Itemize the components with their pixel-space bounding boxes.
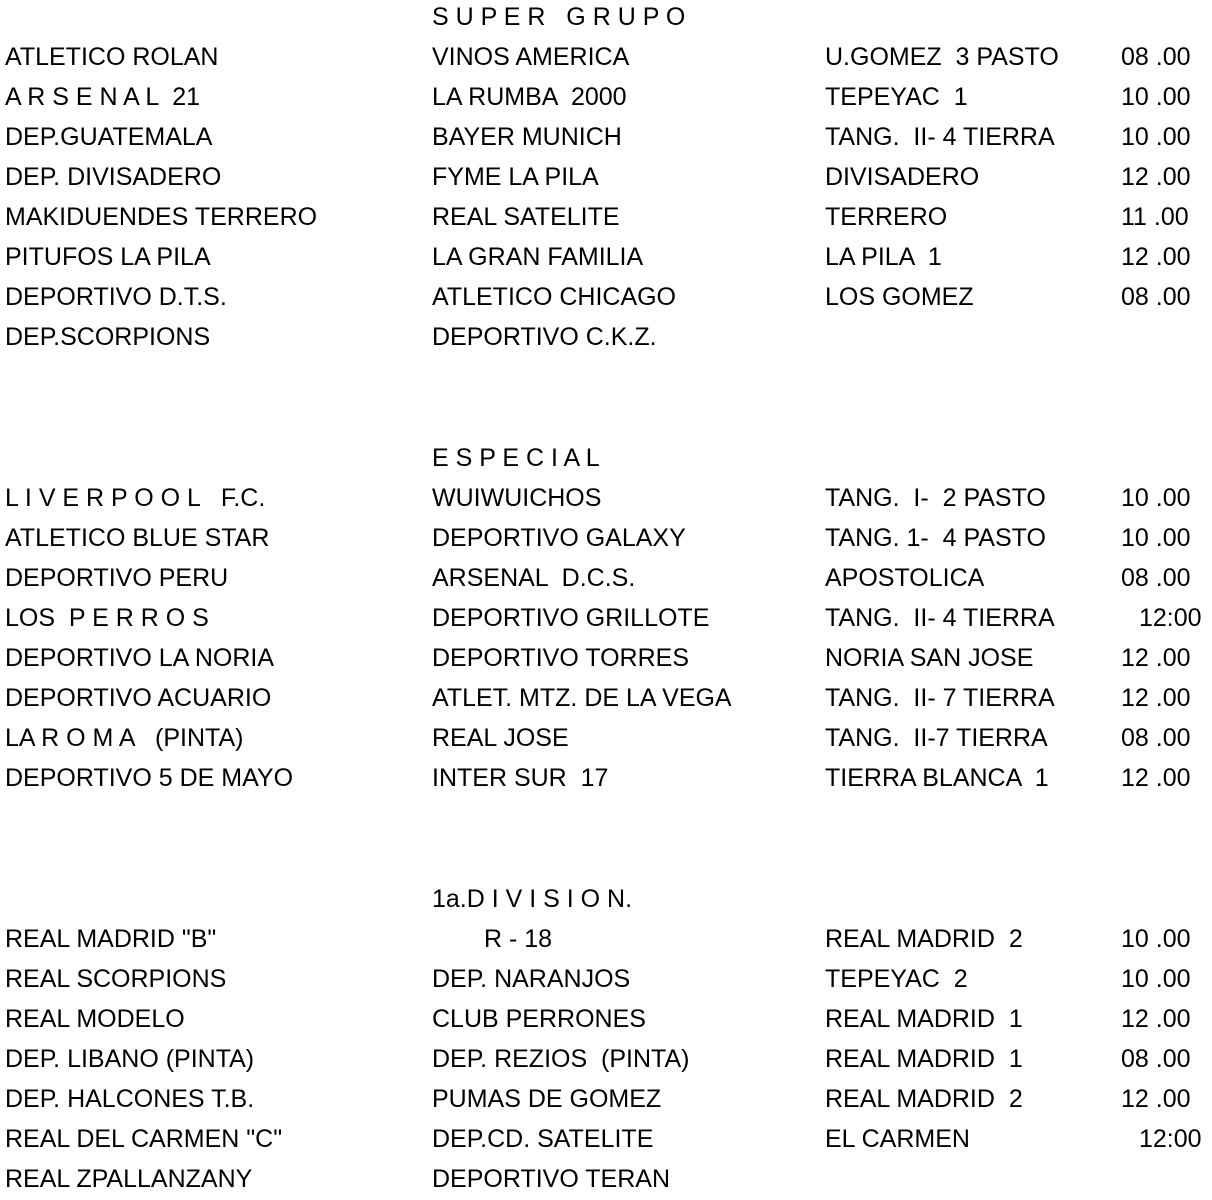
- venue: LOS GOMEZ: [825, 283, 974, 311]
- home-team: A R S E N A L 21: [5, 83, 201, 111]
- match-row: [0, 242, 1212, 272]
- match-row: [0, 42, 1212, 72]
- match-time: 10 .00: [1121, 524, 1191, 552]
- home-team: ATLETICO BLUE STAR: [5, 524, 270, 552]
- match-time: 12 .00: [1121, 684, 1191, 712]
- venue: APOSTOLICA: [825, 564, 985, 592]
- match-row: [0, 483, 1212, 513]
- venue: REAL MADRID 2: [825, 925, 1023, 953]
- home-team: DEP. DIVISADERO: [5, 163, 222, 191]
- match-row: [0, 1044, 1212, 1074]
- away-team: DEPORTIVO TERAN: [432, 1165, 671, 1193]
- away-team: DEP. NARANJOS: [432, 965, 631, 993]
- match-row: [0, 162, 1212, 192]
- match-row: [0, 643, 1212, 673]
- home-team: DEPORTIVO LA NORIA: [5, 644, 275, 672]
- away-team: DEPORTIVO GALAXY: [432, 524, 686, 552]
- away-team: CLUB PERRONES: [432, 1005, 646, 1033]
- home-team: REAL MADRID "B": [5, 925, 217, 953]
- away-team: INTER SUR 17: [432, 764, 609, 792]
- venue: TANG. II- 4 TIERRA: [825, 123, 1055, 151]
- away-team: DEPORTIVO GRILLOTE: [432, 604, 710, 632]
- section-title-especial: E S P E C I A L: [432, 444, 600, 472]
- venue: DIVISADERO: [825, 163, 980, 191]
- away-team: FYME LA PILA: [432, 163, 599, 191]
- section-title-primera-division: 1a.D I V I S I O N.: [432, 885, 633, 913]
- match-row: [0, 1164, 1212, 1194]
- match-time: 12:00: [1139, 1125, 1202, 1153]
- match-row: [0, 603, 1212, 633]
- home-team: DEP. LIBANO (PINTA): [5, 1045, 255, 1073]
- match-time: 12 .00: [1121, 1005, 1191, 1033]
- match-row: [0, 202, 1212, 232]
- away-team: REAL JOSE: [432, 724, 569, 752]
- home-team: DEPORTIVO PERU: [5, 564, 229, 592]
- away-team: ARSENAL D.C.S.: [432, 564, 636, 592]
- home-team: DEP.GUATEMALA: [5, 123, 213, 151]
- match-row: [0, 1004, 1212, 1034]
- match-row: [0, 924, 1212, 954]
- away-team: VINOS AMERICA: [432, 43, 630, 71]
- match-row: [0, 523, 1212, 553]
- match-time: 12 .00: [1121, 163, 1191, 191]
- home-team: DEPORTIVO D.T.S.: [5, 283, 227, 311]
- match-time: 10 .00: [1121, 83, 1191, 111]
- match-time: 10 .00: [1121, 965, 1191, 993]
- match-time: 10 .00: [1121, 925, 1191, 953]
- match-row: [0, 282, 1212, 312]
- away-team: DEPORTIVO C.K.Z.: [432, 323, 657, 351]
- match-time: 12 .00: [1121, 764, 1191, 792]
- home-team: MAKIDUENDES TERRERO: [5, 203, 318, 231]
- venue: TIERRA BLANCA 1: [825, 764, 1049, 792]
- venue: REAL MADRID 1: [825, 1005, 1023, 1033]
- match-row: [0, 964, 1212, 994]
- venue: TANG. I- 2 PASTO: [825, 484, 1046, 512]
- match-row: [0, 723, 1212, 753]
- home-team: LA R O M A (PINTA): [5, 724, 244, 752]
- match-row: [0, 1084, 1212, 1114]
- away-team: WUIWUICHOS: [432, 484, 602, 512]
- match-time: 08 .00: [1121, 283, 1191, 311]
- home-team: DEPORTIVO 5 DE MAYO: [5, 764, 294, 792]
- venue: TANG. 1- 4 PASTO: [825, 524, 1046, 552]
- away-team: REAL SATELITE: [432, 203, 620, 231]
- away-team: PUMAS DE GOMEZ: [432, 1085, 662, 1113]
- match-row: [0, 322, 1212, 352]
- match-row: [0, 763, 1212, 793]
- match-row: [0, 82, 1212, 112]
- venue: NORIA SAN JOSE: [825, 644, 1034, 672]
- section-title-super-grupo: S U P E R G R U P O: [432, 3, 686, 31]
- match-row: [0, 683, 1212, 713]
- away-team: DEPORTIVO TORRES: [432, 644, 690, 672]
- match-time: 10 .00: [1121, 484, 1191, 512]
- home-team: ATLETICO ROLAN: [5, 43, 219, 71]
- away-team: R - 18: [484, 925, 553, 953]
- venue: REAL MADRID 2: [825, 1085, 1023, 1113]
- match-time: 12 .00: [1121, 644, 1191, 672]
- away-team: LA RUMBA 2000: [432, 83, 627, 111]
- home-team: REAL SCORPIONS: [5, 965, 227, 993]
- match-time: 11 .00: [1121, 203, 1189, 231]
- match-time: 12 .00: [1121, 1085, 1191, 1113]
- venue: TANG. II- 4 TIERRA: [825, 604, 1055, 632]
- venue: TEPEYAC 1: [825, 83, 968, 111]
- home-team: DEPORTIVO ACUARIO: [5, 684, 272, 712]
- match-time: 08 .00: [1121, 724, 1191, 752]
- away-team: ATLETICO CHICAGO: [432, 283, 677, 311]
- match-row: [0, 122, 1212, 152]
- venue: TANG. II-7 TIERRA: [825, 724, 1048, 752]
- match-row: [0, 1124, 1212, 1154]
- venue: TEPEYAC 2: [825, 965, 968, 993]
- away-team: DEP.CD. SATELITE: [432, 1125, 654, 1153]
- venue: U.GOMEZ 3 PASTO: [825, 43, 1059, 71]
- home-team: PITUFOS LA PILA: [5, 243, 211, 271]
- away-team: LA GRAN FAMILIA: [432, 243, 644, 271]
- venue: TANG. II- 7 TIERRA: [825, 684, 1055, 712]
- home-team: REAL MODELO: [5, 1005, 185, 1033]
- venue: LA PILA 1: [825, 243, 942, 271]
- venue: EL CARMEN: [825, 1125, 970, 1153]
- match-time: 12:00: [1139, 604, 1202, 632]
- match-time: 08 .00: [1121, 43, 1191, 71]
- home-team: REAL ZPALLANZANY: [5, 1165, 253, 1193]
- away-team: DEP. REZIOS (PINTA): [432, 1045, 690, 1073]
- match-time: 10 .00: [1121, 123, 1191, 151]
- match-time: 12 .00: [1121, 243, 1191, 271]
- match-time: 08 .00: [1121, 1045, 1191, 1073]
- away-team: BAYER MUNICH: [432, 123, 622, 151]
- home-team: DEP.SCORPIONS: [5, 323, 211, 351]
- home-team: LOS P E R R O S: [5, 604, 209, 632]
- match-row: [0, 563, 1212, 593]
- away-team: ATLET. MTZ. DE LA VEGA: [432, 684, 732, 712]
- home-team: L I V E R P O O L F.C.: [5, 484, 266, 512]
- home-team: REAL DEL CARMEN "C": [5, 1125, 283, 1153]
- venue: TERRERO: [825, 203, 948, 231]
- home-team: DEP. HALCONES T.B.: [5, 1085, 255, 1113]
- match-time: 08 .00: [1121, 564, 1191, 592]
- venue: REAL MADRID 1: [825, 1045, 1023, 1073]
